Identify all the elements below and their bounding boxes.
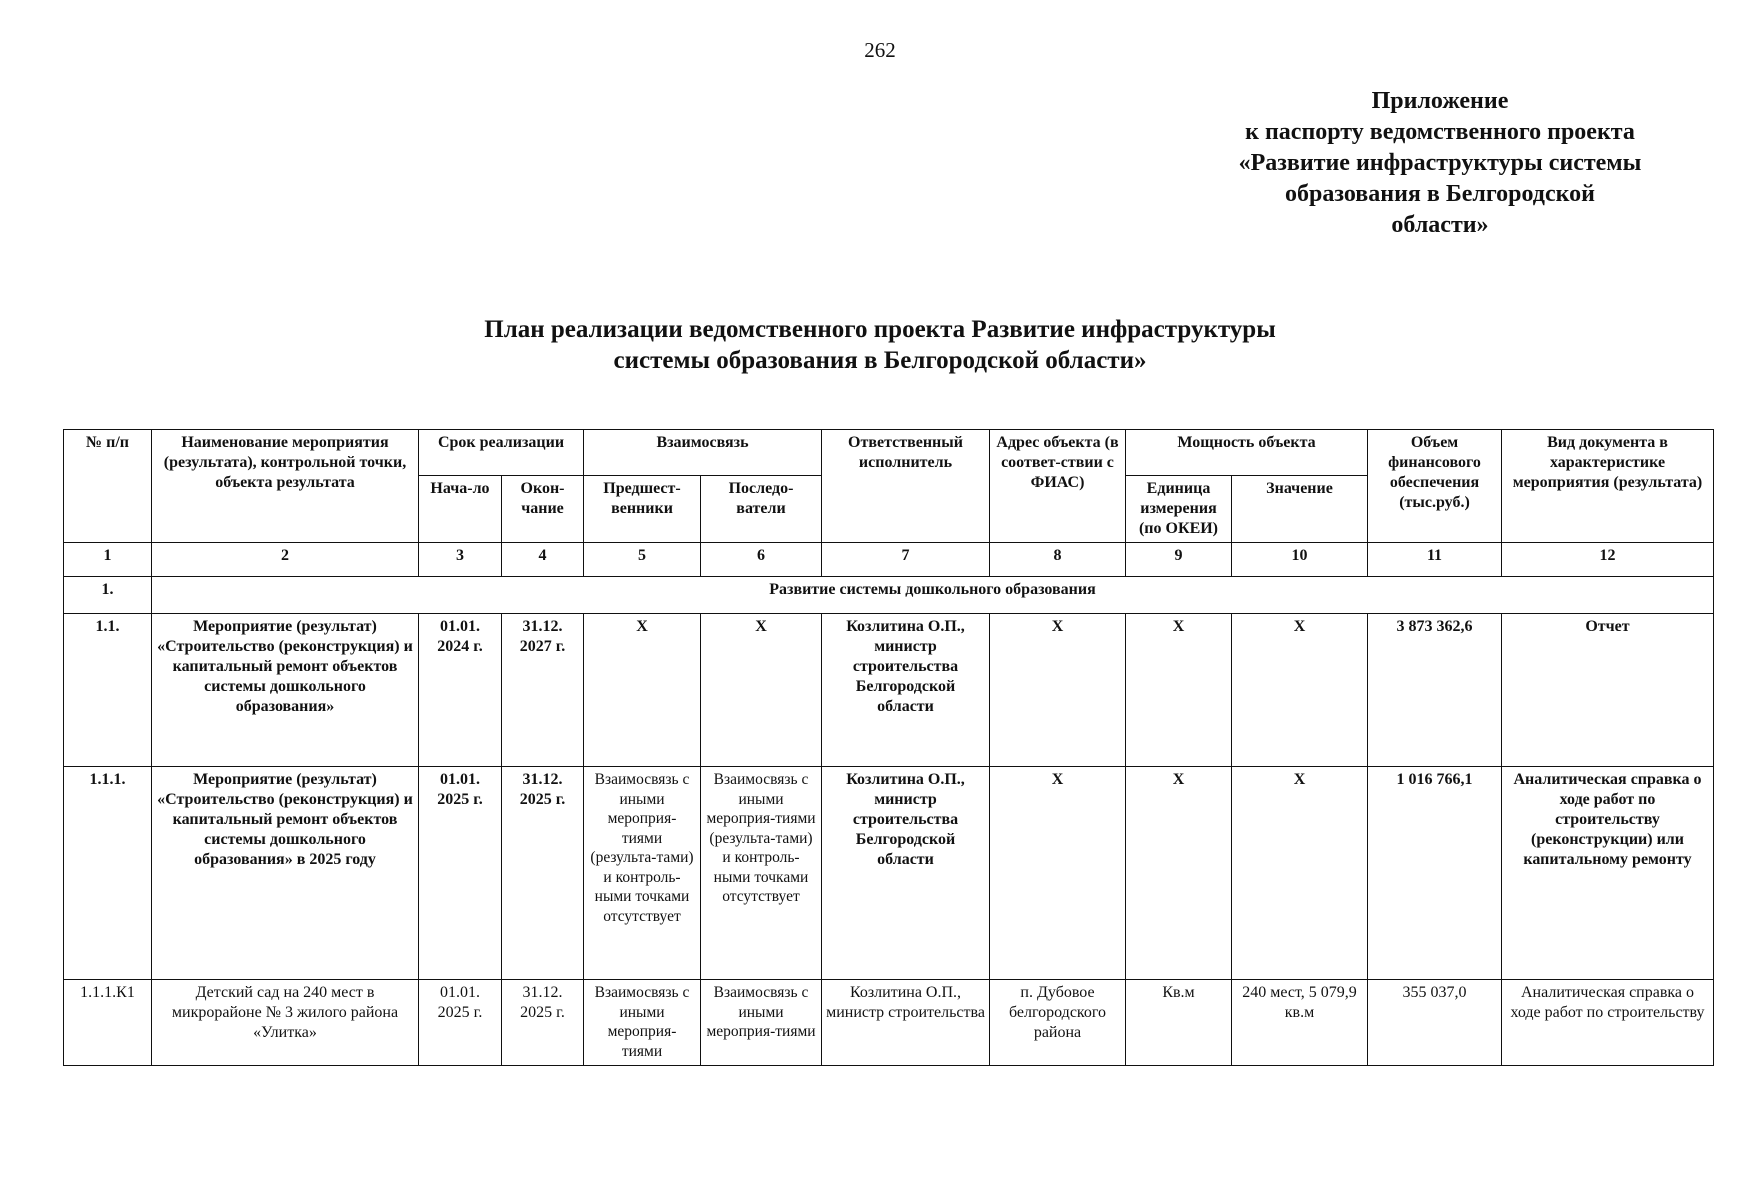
header-capacity-value: Значение — [1232, 476, 1368, 543]
column-number: 7 — [822, 543, 990, 577]
row-start: 01.01. 2025 г. — [419, 980, 502, 1066]
row-responsible: Козлитина О.П., министр строительства — [822, 980, 990, 1066]
header-num: № п/п — [64, 430, 152, 543]
header-responsible: Ответственный исполнитель — [822, 430, 990, 543]
header-funding: Объем финансового обеспечения (тыс.руб.) — [1368, 430, 1502, 543]
row-name: Мероприятие (результат) «Строительство (реконструкция) и капитальный ремонт объектов системы дошкольного образования» — [152, 614, 419, 767]
row-value: X — [1232, 767, 1368, 980]
row-end: 31.12. 2025 г. — [502, 767, 584, 980]
row-address: п. Дубовое белгородского района — [990, 980, 1126, 1066]
appendix-heading — [1170, 86, 1710, 241]
header-link-next: Последо-ватели — [701, 476, 822, 543]
row-prev: X — [584, 614, 701, 767]
row-unit: X — [1126, 614, 1232, 767]
row-value: 240 мест, 5 079,9 кв.м — [1232, 980, 1368, 1066]
appendix-line: образования в Белгородской — [1285, 181, 1595, 207]
section-title: Развитие системы дошкольного образования — [152, 577, 1714, 614]
row-number: 1.1.1. — [64, 767, 152, 980]
document-title — [0, 314, 1760, 376]
column-number: 9 — [1126, 543, 1232, 577]
column-number: 4 — [502, 543, 584, 577]
appendix-line: области» — [1391, 212, 1489, 238]
row-doc: Аналитическая справка о ходе работ по строительству (реконструкции) или капитальному ремонту — [1502, 767, 1714, 980]
row-start: 01.01. 2025 г. — [419, 767, 502, 980]
implementation-plan-table — [63, 429, 1714, 1066]
row-name: Мероприятие (результат) «Строительство (реконструкция) и капитальный ремонт объектов системы дошкольного образования» в 2025 году — [152, 767, 419, 980]
header-name: Наименование мероприятия (результата), контрольной точки, объекта результата — [152, 430, 419, 543]
row-unit: Кв.м — [1126, 980, 1232, 1066]
header-address: Адрес объекта (в соответ-ствии с ФИАС) — [990, 430, 1126, 543]
row-responsible: Козлитина О.П., министр строительства Белгородской области — [822, 767, 990, 980]
column-number: 8 — [990, 543, 1126, 577]
row-name: Детский сад на 240 мест в микрорайоне № 3 жилого района «Улитка» — [152, 980, 419, 1066]
header-period: Срок реализации — [419, 430, 584, 476]
row-funding: 1 016 766,1 — [1368, 767, 1502, 980]
header-period-start: Нача-ло — [419, 476, 502, 543]
row-number: 1.1.1.К1 — [64, 980, 152, 1066]
header-capacity: Мощность объекта — [1126, 430, 1368, 476]
row-responsible: Козлитина О.П., министр строительства Белгородской области — [822, 614, 990, 767]
row-next: Взаимосвязь с иными мероприя-тиями — [701, 980, 822, 1066]
column-number: 3 — [419, 543, 502, 577]
row-doc: Отчет — [1502, 614, 1714, 767]
row-end: 31.12. 2025 г. — [502, 980, 584, 1066]
row-address: X — [990, 614, 1126, 767]
section-row — [64, 577, 1714, 614]
row-doc: Аналитическая справка о ходе работ по строительству — [1502, 980, 1714, 1066]
row-unit: X — [1126, 767, 1232, 980]
header-doc-type: Вид документа в характеристике мероприятия (результата) — [1502, 430, 1714, 543]
header-capacity-unit: Единица измерения (по ОКЕИ) — [1126, 476, 1232, 543]
row-funding: 3 873 362,6 — [1368, 614, 1502, 767]
appendix-line: «Развитие инфраструктуры системы — [1238, 150, 1642, 176]
row-address: X — [990, 767, 1126, 980]
column-number-row — [64, 543, 1714, 577]
table-row — [64, 767, 1714, 980]
appendix-line: Приложение — [1371, 88, 1509, 114]
column-number: 11 — [1368, 543, 1502, 577]
row-end: 31.12. 2027 г. — [502, 614, 584, 767]
column-number: 5 — [584, 543, 701, 577]
row-funding: 355 037,0 — [1368, 980, 1502, 1066]
column-number: 10 — [1232, 543, 1368, 577]
table-row — [64, 980, 1714, 1066]
title-line-2: системы образования в Белгородской области» — [613, 347, 1147, 374]
row-value: X — [1232, 614, 1368, 767]
page-number: 262 — [864, 38, 896, 62]
column-number: 1 — [64, 543, 152, 577]
row-number: 1.1. — [64, 614, 152, 767]
column-number: 12 — [1502, 543, 1714, 577]
row-next: Взаимосвязь с иными мероприя-тиями (результа-тами) и контроль-ными точками отсутствует — [701, 767, 822, 980]
header-link-prev: Предшест-венники — [584, 476, 701, 543]
appendix-line: к паспорту ведомственного проекта — [1245, 119, 1635, 145]
header-period-end: Окон-чание — [502, 476, 584, 543]
title-line-1: План реализации ведомственного проекта Развитие инфраструктуры — [484, 316, 1276, 343]
row-next: X — [701, 614, 822, 767]
table-row — [64, 614, 1714, 767]
row-start: 01.01. 2024 г. — [419, 614, 502, 767]
column-number: 6 — [701, 543, 822, 577]
row-prev: Взаимосвязь с иными мероприя-тиями (результа-тами) и контроль-ными точками отсутствует — [584, 767, 701, 980]
section-number: 1. — [64, 577, 152, 614]
column-number: 2 — [152, 543, 419, 577]
row-prev: Взаимосвязь с иными мероприя-тиями — [584, 980, 701, 1066]
header-link: Взаимосвязь — [584, 430, 822, 476]
